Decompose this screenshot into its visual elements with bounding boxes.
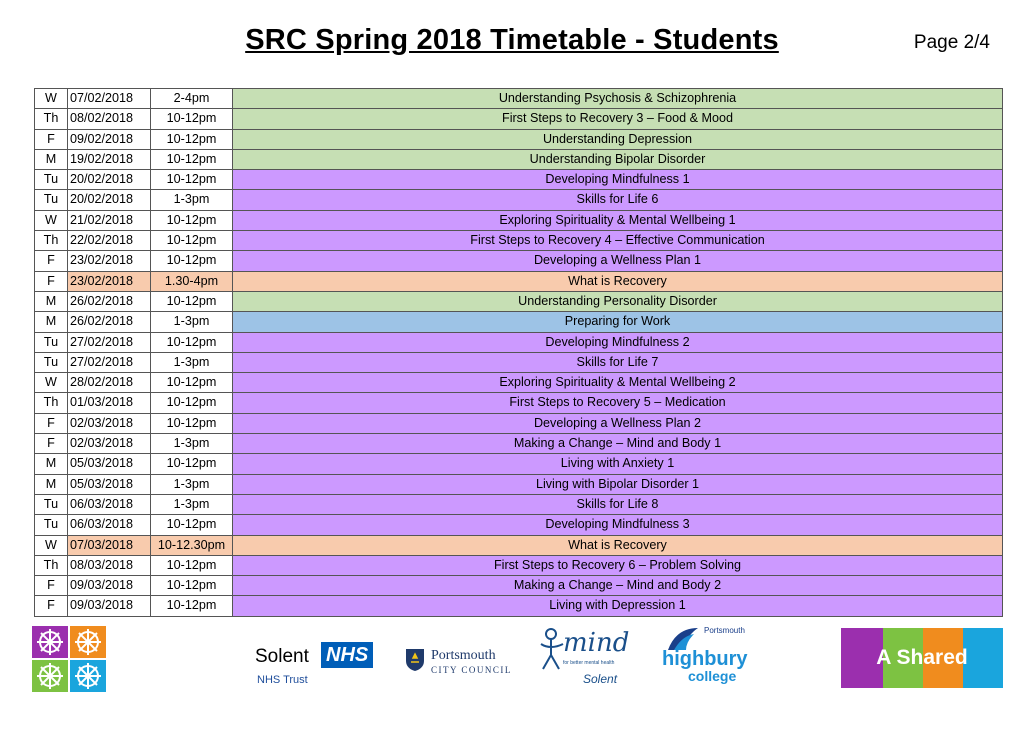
course-cell: Understanding Bipolar Disorder (233, 149, 1003, 169)
date-cell: 23/02/2018 (68, 251, 151, 271)
day-cell: M (35, 312, 68, 332)
time-cell: 10-12pm (151, 149, 233, 169)
date-cell: 26/02/2018 (68, 312, 151, 332)
date-cell: 01/03/2018 (68, 393, 151, 413)
day-cell: M (35, 474, 68, 494)
day-cell: Th (35, 555, 68, 575)
day-cell: W (35, 373, 68, 393)
course-cell: First Steps to Recovery 6 – Problem Solving (233, 555, 1003, 575)
time-cell: 1.30-4pm (151, 271, 233, 291)
time-cell: 10-12pm (151, 251, 233, 271)
day-cell: W (35, 535, 68, 555)
day-cell: F (35, 596, 68, 616)
day-cell: M (35, 454, 68, 474)
date-cell: 27/02/2018 (68, 332, 151, 352)
timetable-row (35, 312, 1003, 332)
timetable-row (35, 251, 1003, 271)
course-cell: First Steps to Recovery 5 – Medication (233, 393, 1003, 413)
time-cell: 10-12pm (151, 454, 233, 474)
time-cell: 10-12pm (151, 109, 233, 129)
day-cell: Tu (35, 515, 68, 535)
day-cell: Th (35, 393, 68, 413)
highbury-college-label: college (688, 668, 737, 684)
course-cell: Understanding Depression (233, 129, 1003, 149)
day-cell: Tu (35, 352, 68, 372)
day-cell: F (35, 251, 68, 271)
course-cell: Skills for Life 6 (233, 190, 1003, 210)
portsmouth-council-logo (405, 646, 515, 682)
solent-word: Solent (255, 646, 309, 667)
date-cell: 09/02/2018 (68, 129, 151, 149)
mind-tagline: for better mental health (563, 660, 615, 666)
time-cell: 1-3pm (151, 494, 233, 514)
timetable-row (35, 535, 1003, 555)
date-cell: 21/02/2018 (68, 210, 151, 230)
timetable-row (35, 109, 1003, 129)
timetable-row (35, 393, 1003, 413)
date-cell: 05/03/2018 (68, 474, 151, 494)
time-cell: 1-3pm (151, 434, 233, 454)
course-cell: What is Recovery (233, 535, 1003, 555)
logo-strip (0, 620, 1024, 729)
date-cell: 20/02/2018 (68, 170, 151, 190)
date-cell: 08/03/2018 (68, 555, 151, 575)
time-cell: 10-12pm (151, 596, 233, 616)
date-cell: 27/02/2018 (68, 352, 151, 372)
shared-journey-label: A Shared Journey (876, 646, 968, 729)
date-cell: 09/03/2018 (68, 576, 151, 596)
date-cell: 19/02/2018 (68, 149, 151, 169)
timetable-row (35, 373, 1003, 393)
timetable-row (35, 129, 1003, 149)
time-cell: 10-12pm (151, 555, 233, 575)
timetable-row (35, 474, 1003, 494)
date-cell: 07/03/2018 (68, 535, 151, 555)
date-cell: 05/03/2018 (68, 454, 151, 474)
date-cell: 07/02/2018 (68, 89, 151, 109)
timetable-row (35, 494, 1003, 514)
date-cell: 06/03/2018 (68, 515, 151, 535)
city-council-label: CITY COUNCIL (431, 665, 512, 675)
time-cell: 1-3pm (151, 474, 233, 494)
time-cell: 1-3pm (151, 190, 233, 210)
timetable-row (35, 332, 1003, 352)
time-cell: 10-12.30pm (151, 535, 233, 555)
date-cell: 06/03/2018 (68, 494, 151, 514)
timetable-row (35, 515, 1003, 535)
timetable-row (35, 231, 1003, 251)
day-cell: Tu (35, 190, 68, 210)
date-cell: 26/02/2018 (68, 291, 151, 311)
day-cell: F (35, 413, 68, 433)
time-cell: 10-12pm (151, 231, 233, 251)
course-cell: Exploring Spirituality & Mental Wellbeing 1 (233, 210, 1003, 230)
timetable-row (35, 576, 1003, 596)
time-cell: 1-3pm (151, 312, 233, 332)
timetable-row (35, 149, 1003, 169)
course-cell: Living with Depression 1 (233, 596, 1003, 616)
mind-solent-label: Solent (583, 672, 618, 686)
day-cell: W (35, 210, 68, 230)
day-cell: Th (35, 231, 68, 251)
day-cell: F (35, 129, 68, 149)
day-cell: W (35, 89, 68, 109)
time-cell: 10-12pm (151, 515, 233, 535)
time-cell: 10-12pm (151, 373, 233, 393)
time-cell: 10-12pm (151, 129, 233, 149)
time-cell: 10-12pm (151, 413, 233, 433)
time-cell: 10-12pm (151, 393, 233, 413)
time-cell: 2-4pm (151, 89, 233, 109)
portsmouth-label: Portsmouth (431, 648, 496, 663)
day-cell: M (35, 149, 68, 169)
date-cell: 09/03/2018 (68, 596, 151, 616)
timetable-row (35, 555, 1003, 575)
course-cell: What is Recovery (233, 271, 1003, 291)
date-cell: 23/02/2018 (68, 271, 151, 291)
course-cell: Understanding Personality Disorder (233, 291, 1003, 311)
timetable-row (35, 413, 1003, 433)
course-cell: Developing Mindfulness 3 (233, 515, 1003, 535)
day-cell: F (35, 434, 68, 454)
time-cell: 10-12pm (151, 170, 233, 190)
highbury-portsmouth-label: Portsmouth (704, 626, 745, 635)
day-cell: F (35, 576, 68, 596)
page-title: SRC Spring 2018 Timetable - Students (245, 24, 779, 56)
timetable-row (35, 291, 1003, 311)
shield-icon (405, 648, 425, 672)
date-cell: 22/02/2018 (68, 231, 151, 251)
timetable-row (35, 210, 1003, 230)
course-cell: Skills for Life 8 (233, 494, 1003, 514)
timetable-row (35, 89, 1003, 109)
day-cell: F (35, 271, 68, 291)
timetable-row (35, 596, 1003, 616)
highbury-college-logo (660, 626, 750, 688)
course-cell: Living with Bipolar Disorder 1 (233, 474, 1003, 494)
course-cell: Developing a Wellness Plan 1 (233, 251, 1003, 271)
date-cell: 28/02/2018 (68, 373, 151, 393)
day-cell: Th (35, 109, 68, 129)
highbury-label: highbury (662, 648, 748, 670)
course-cell: Developing a Wellness Plan 2 (233, 413, 1003, 433)
course-cell: Exploring Spirituality & Mental Wellbeing 2 (233, 373, 1003, 393)
day-cell: Tu (35, 170, 68, 190)
time-cell: 1-3pm (151, 352, 233, 372)
course-cell: Making a Change – Mind and Body 1 (233, 434, 1003, 454)
course-cell: First Steps to Recovery 4 – Effective Communication (233, 231, 1003, 251)
date-cell: 02/03/2018 (68, 413, 151, 433)
course-cell: Understanding Psychosis & Schizophrenia (233, 89, 1003, 109)
mind-word: mind (563, 628, 630, 658)
timetable (34, 88, 1003, 617)
course-cell: Living with Anxiety 1 (233, 454, 1003, 474)
nhs-badge: NHS (321, 642, 373, 668)
date-cell: 20/02/2018 (68, 190, 151, 210)
solent-nhs-logo (255, 640, 380, 685)
timetable-row (35, 190, 1003, 210)
time-cell: 10-12pm (151, 332, 233, 352)
course-cell: Developing Mindfulness 2 (233, 332, 1003, 352)
nhs-trust-label: NHS Trust (257, 674, 308, 686)
course-cell: Developing Mindfulness 1 (233, 170, 1003, 190)
timetable-row (35, 271, 1003, 291)
timetable-row (35, 352, 1003, 372)
day-cell: Tu (35, 332, 68, 352)
timetable-row (35, 454, 1003, 474)
course-cell: First Steps to Recovery 3 – Food & Mood (233, 109, 1003, 129)
timetable-row (35, 170, 1003, 190)
timetable-row (35, 434, 1003, 454)
time-cell: 10-12pm (151, 291, 233, 311)
course-cell: Making a Change – Mind and Body 2 (233, 576, 1003, 596)
page-number: Page 2/4 (913, 32, 990, 53)
day-cell: Tu (35, 494, 68, 514)
date-cell: 08/02/2018 (68, 109, 151, 129)
time-cell: 10-12pm (151, 210, 233, 230)
shared-journey-logo (841, 628, 1003, 729)
course-cell: Preparing for Work (233, 312, 1003, 332)
day-cell: M (35, 291, 68, 311)
date-cell: 02/03/2018 (68, 434, 151, 454)
time-cell: 10-12pm (151, 576, 233, 596)
course-cell: Skills for Life 7 (233, 352, 1003, 372)
mind-solent-logo (535, 624, 630, 690)
wheel-logo-icon (30, 624, 110, 694)
